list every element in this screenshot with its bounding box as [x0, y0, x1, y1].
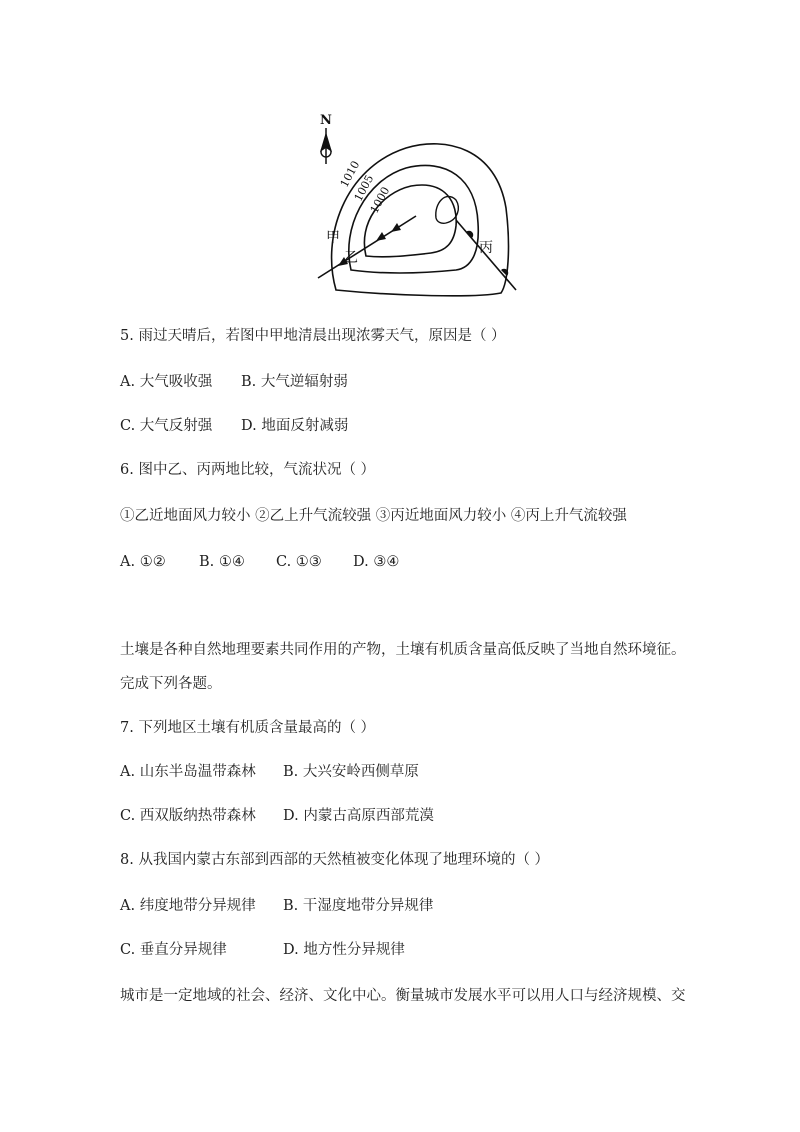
city-passage-line1: 城市是一定地域的社会、经济、文化中心。衡量城市发展水平可以用人口与经济规模、交: [120, 988, 686, 1004]
q8-option-a[interactable]: A. 纬度地带分异规律: [120, 898, 256, 914]
north-arrow-icon: [320, 113, 332, 164]
q8-option-d[interactable]: D. 地方性分异规律: [283, 942, 405, 958]
soil-passage-line1: 土壤是各种自然地理要素共同作用的产物，土壤有机质含量高低反映了当地自然环境征。: [120, 642, 686, 658]
q6-option-c[interactable]: C. ①③: [276, 554, 322, 570]
place-label-yi: 乙: [344, 250, 358, 266]
q5-stem: 5. 雨过天晴后，若图中甲地清晨出现浓雾天气，原因是（ ）: [120, 328, 506, 344]
q7-option-b[interactable]: B. 大兴安岭西侧草原: [283, 764, 419, 780]
q7-option-d[interactable]: D. 内蒙古高原西部荒漠: [283, 808, 434, 824]
q5-option-b[interactable]: B. 大气逆辐射弱: [241, 374, 348, 390]
q6-option-d[interactable]: D. ③④: [353, 554, 400, 570]
place-label-bing: 丙: [479, 240, 493, 256]
q7-stem: 7. 下列地区土壤有机质含量最高的（ ）: [120, 720, 376, 736]
q6-statements: ①乙近地面风力较小 ②乙上升气流较强 ③丙近地面风力较小 ④丙上升气流较强: [120, 508, 627, 524]
q6-option-a[interactable]: A. ①②: [120, 554, 166, 570]
isobar-label-1000: 1000: [367, 184, 393, 216]
q5-option-d[interactable]: D. 地面反射减弱: [241, 418, 349, 434]
place-label-jia: 甲: [326, 230, 340, 246]
soil-passage-line2: 完成下列各题。: [120, 676, 222, 692]
q5-option-c[interactable]: C. 大气反射强: [120, 418, 213, 434]
north-label: N: [320, 113, 332, 128]
q5-option-a[interactable]: A. 大气吸收强: [120, 374, 213, 390]
q8-stem: 8. 从我国内蒙古东部到西部的天然植被变化体现了地理环境的（ ）: [120, 852, 550, 868]
q8-option-c[interactable]: C. 垂直分异规律: [120, 942, 227, 958]
q7-option-a[interactable]: A. 山东半岛温带森林: [120, 764, 256, 780]
isobar-label-1005: 1005: [351, 172, 377, 204]
q6-stem: 6. 图中乙、丙两地比较，气流状况（ ）: [120, 462, 376, 478]
isobar-label-1010: 1010: [337, 158, 363, 190]
isobar-map-figure: [296, 108, 526, 298]
q7-option-c[interactable]: C. 西双版纳热带森林: [120, 808, 256, 824]
q8-option-b[interactable]: B. 干湿度地带分异规律: [283, 898, 434, 914]
q6-option-b[interactable]: B. ①④: [199, 554, 245, 570]
